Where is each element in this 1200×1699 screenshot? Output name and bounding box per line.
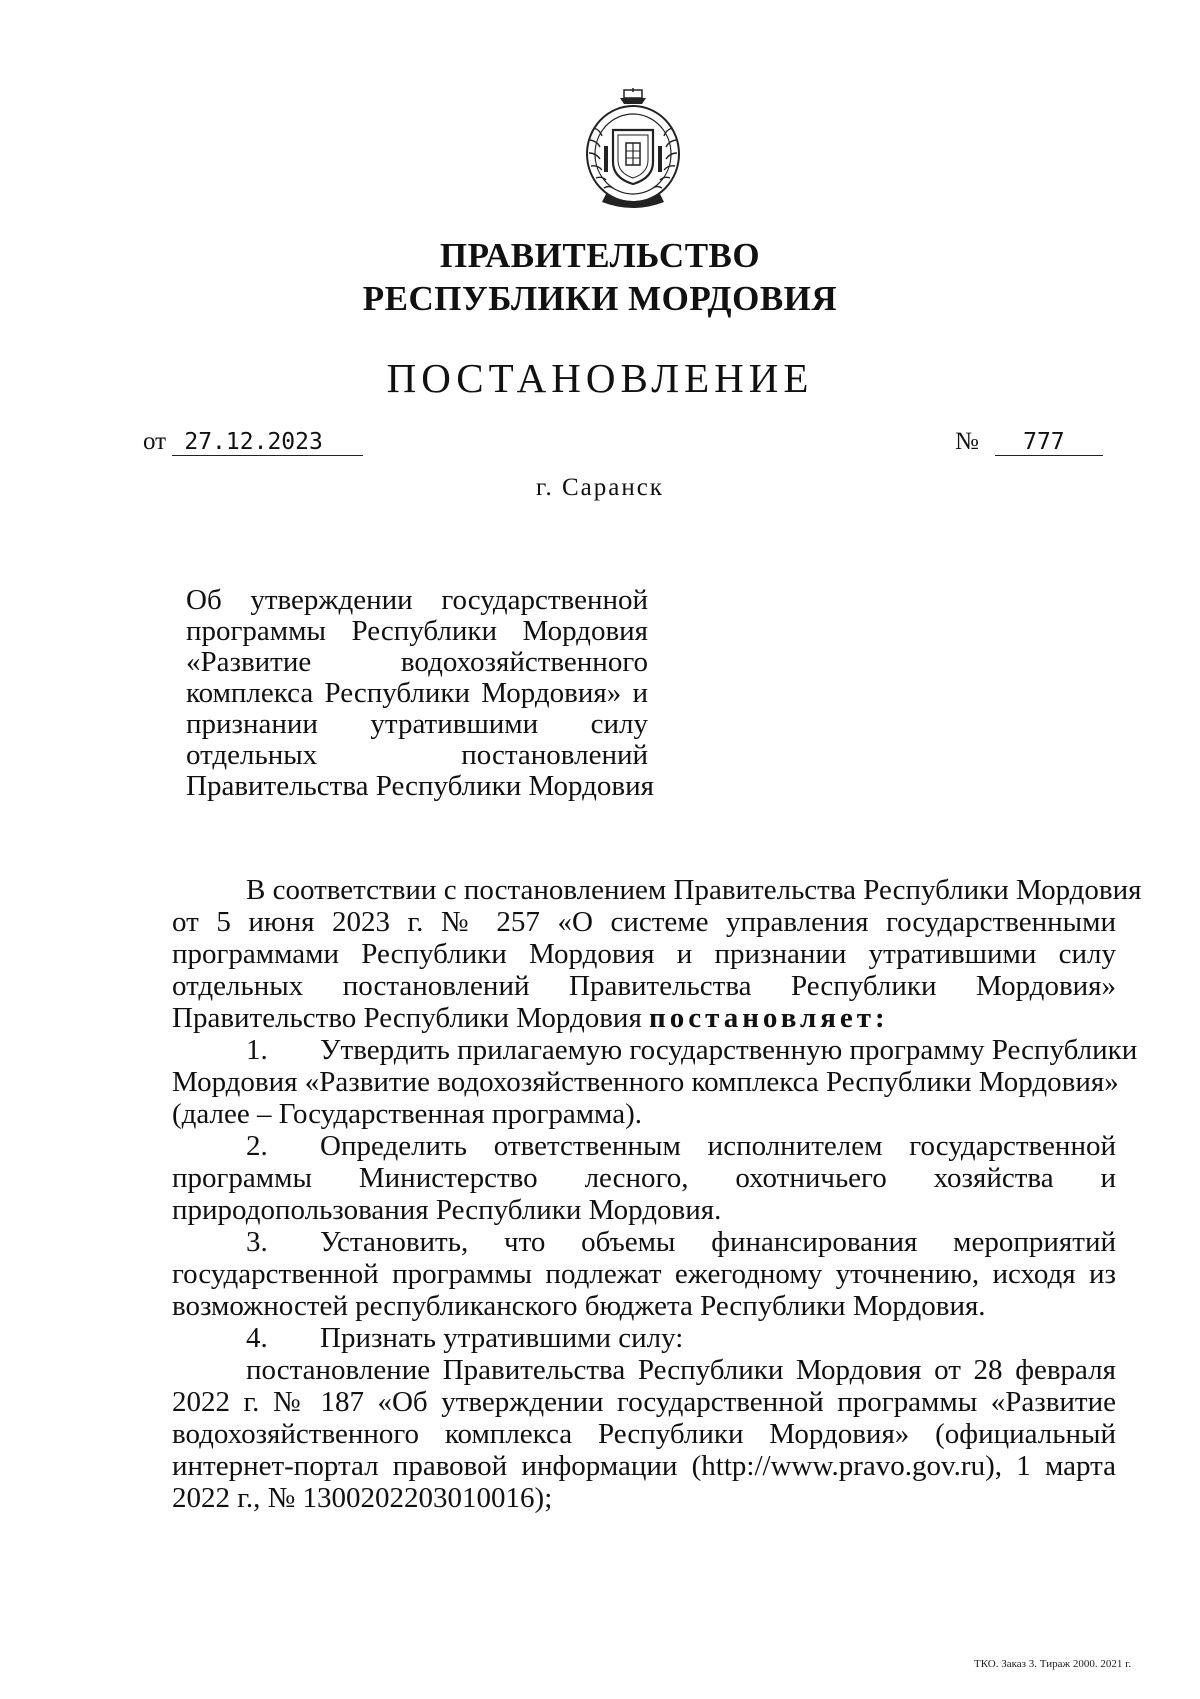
item-1-line xyxy=(172,1034,1138,1066)
item-2-line xyxy=(172,1130,1116,1162)
item-number: 2. xyxy=(246,1130,268,1162)
print-note: ТКО. Заказ 3. Тираж 2000. 2021 г. xyxy=(974,1658,1132,1670)
preamble-last-line xyxy=(172,1002,1116,1034)
document-number xyxy=(955,428,1103,456)
subject-line: комплекса Республики Мордовия» и xyxy=(186,677,648,709)
number-value: 777 xyxy=(995,429,1103,456)
subject-line: Правительства Республики Мордовия xyxy=(186,770,654,802)
repeal-line: 2022 г. № 187 «Об утверждении государственной программы «Развитие xyxy=(172,1386,1116,1418)
document-body xyxy=(172,874,1142,1514)
item-3-line: государственной программы подлежат ежегодному уточнению, исходя из xyxy=(172,1258,1116,1290)
subject-line: «Развитие водохозяйственного xyxy=(186,646,648,678)
organization-name-line2: РЕСПУБЛИКИ МОРДОВИЯ xyxy=(362,279,838,318)
item-3-line xyxy=(172,1226,1116,1258)
item-2-line: программы Министерство лесного, охотничьего хозяйства и xyxy=(172,1162,1116,1194)
item-text: Установить, что объемы финансирования мероприятий xyxy=(320,1226,1116,1258)
item-number: 1. xyxy=(246,1034,268,1066)
decree-word: постановляет: xyxy=(649,1002,889,1034)
repeal-line: постановление Правительства Республики Мордовия от 28 февраля xyxy=(246,1354,1116,1386)
subject-line: отдельных постановлений xyxy=(186,739,648,771)
item-text: Признать утратившими силу: xyxy=(320,1322,684,1354)
repeal-line: 2022 г., № 1300202203010016); xyxy=(172,1482,553,1514)
date-prefix: от xyxy=(143,428,167,455)
coat-of-arms-icon xyxy=(580,88,686,212)
item-text: Утвердить прилагаемую государственную программу Республики xyxy=(320,1034,1138,1066)
item-3-line: возможностей республиканского бюджета Республики Мордовия. xyxy=(172,1290,986,1322)
number-prefix: № xyxy=(955,428,979,455)
city: г. Саранск xyxy=(536,474,664,501)
item-number: 3. xyxy=(246,1226,268,1258)
item-1-line: Мордовия «Развитие водохозяйственного комплекса Республики Мордовия» xyxy=(172,1066,1119,1098)
preamble-line: В соответствии с постановлением Правительства Республики Мордовия xyxy=(246,874,1142,906)
item-text: Определить ответственным исполнителем государственной xyxy=(320,1130,1116,1162)
preamble-line: отдельных постановлений Правительства Республики Мордовия» xyxy=(172,970,1116,1002)
document-subject xyxy=(186,584,654,802)
document-type: ПОСТАНОВЛЕНИЕ xyxy=(386,355,814,401)
item-2-line: природопользования Республики Мордовия. xyxy=(172,1194,722,1226)
organization-name-line1: ПРАВИТЕЛЬСТВО xyxy=(439,236,761,275)
repeal-line: водохозяйственного комплекса Республики Мордовия» (официальный xyxy=(172,1418,1116,1450)
item-1-line: (далее – Государственная программа). xyxy=(172,1098,642,1130)
subject-line: программы Республики Мордовия xyxy=(186,615,648,647)
subject-line: признании утратившими силу xyxy=(186,708,648,740)
subject-line: Об утверждении государственной xyxy=(186,584,648,616)
preamble-tail: Правительство Республики Мордовия xyxy=(172,1002,642,1034)
document-date xyxy=(143,428,363,456)
preamble-line: программами Республики Мордовия и признании утратившими силу xyxy=(172,938,1116,970)
preamble-line: от 5 июня 2023 г. № 257 «О системе управления государственными xyxy=(172,906,1116,938)
item-number: 4. xyxy=(246,1322,268,1354)
item-4-line xyxy=(172,1322,1116,1354)
date-value: 27.12.2023 xyxy=(172,429,362,456)
repeal-line: интернет-портал правовой информации (http://www.pravo.gov.ru), 1 марта xyxy=(172,1450,1116,1482)
